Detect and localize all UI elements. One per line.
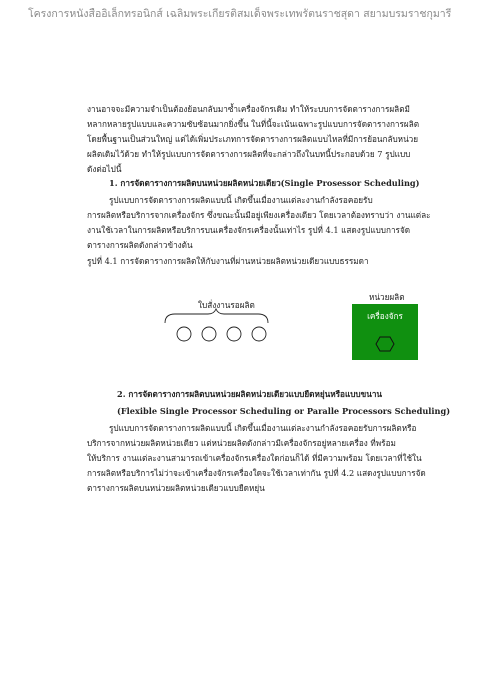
section2-body xyxy=(87,421,453,496)
section1-heading-th: 1. การจัดตารางการผลิตบนหน่วยผลิตหน่วยเดียว xyxy=(109,178,281,188)
text-line: งานอาจจะมีความจำเป็นต้องย้อนกลับมาซ้ำเครื่องจักรเดิม ทำให้ระบบการจัดตารางการผลิตมี xyxy=(87,104,410,114)
queue-label: ใบสั่งงานรอผลิต xyxy=(198,300,255,310)
text-line: การผลิตหรือบริการไม่ว่าจะเข้าเครื่องจักรเครื่องใดจะใช้เวลาเท่ากัน รูปที่ 4.2 แสดงรูปแบบการจัด xyxy=(87,468,426,478)
job-circle xyxy=(177,327,191,341)
text-line: ให้บริการ งานแต่ละงานสามารถเข้าเครื่องจักรเครื่องใดก่อนก็ได้ ที่มีความพร้อม โดยเวลาที่ใช้ใน xyxy=(87,453,422,463)
section1-heading-en: (Single Prosessor Scheduling) xyxy=(280,178,420,188)
figure-caption: รูปที่ 4.1 การจัดตารางการผลิตให้กับงานที่ผ่านหน่วยผลิตหน่วยเดียวแบบธรรมดา xyxy=(87,256,369,266)
machine-box xyxy=(352,304,418,360)
text-line: การผลิตหรือบริการจากเครื่องจักร ซึ่งขณะนั้นมีอยู่เพียงเครื่องเดียว โดยเวลาต้องทราบว่า งานแต่ละ xyxy=(87,210,431,220)
text-line: บริการจากหน่วยผลิตหน่วยเดียว แต่หน่วยผลิตดังกล่าวมีเครื่องจักรอยู่หลายเครื่อง ที่พร้อม xyxy=(87,438,396,448)
queue-brace xyxy=(165,309,268,323)
machine-label: เครื่องจักร xyxy=(367,311,403,321)
job-circle xyxy=(252,327,266,341)
text-line: ตารางการผลิตดังกล่าวข้างต้น xyxy=(87,240,193,250)
text-line: หลากหลายรูปแบบและความซับซ้อนมากยิ่งขึ้น ในที่นี้จะเน้นเฉพาะรูปแบบการจัดตารางการผลิต xyxy=(87,119,420,129)
text-line: โดยพื้นฐานเป็นส่วนใหญ่ แต่ได้เพิ่มประเภทการจัดตารางการผลิตแบบไหลที่มีการย้อนกลับหน่วย xyxy=(87,134,419,144)
hexagon-icon xyxy=(352,304,418,360)
job-circle xyxy=(227,327,241,341)
text-line: งานใช้เวลาในการผลิตหรือบริการบนเครื่องจักรเครื่องนั้นเท่าไร รูปที่ 4.1 แสดงรูปแบบการจัด xyxy=(87,225,411,235)
text-line: ดังต่อไปนี้ xyxy=(87,164,122,174)
job-circle xyxy=(202,327,216,341)
section2-heading: 2. การจัดตารางการผลิตบนหน่วยผลิตหน่วยเดียวแบบยืดหยุ่นหรือแบบขนาน xyxy=(117,389,383,399)
text-line: รูปแบบการจัดตารางการผลิตแบบนี้ เกิดขึ้นเมื่องานแต่ละงานกำลังรอคอยรับการผลิตหรือ xyxy=(109,423,417,433)
text-line: ผลิตเดิมไว้ด้วย ทำให้รูปแบบการจัดตารางการผลิตที่จะกล่าวถึงในบทนี้ประกอบด้วย 7 รูปแบบ xyxy=(87,149,411,159)
page-header: โครงการหนังสืออิเล็กทรอนิกส์ เฉลิมพระเกียรติสมเด็จพระเทพรัตนราชสุดา สยามบรมราชกุมารี xyxy=(28,8,452,20)
text-line: ตารางการผลิตบนหน่วยผลิตหน่วยเดียวแบบยืดหยุ่น xyxy=(87,483,265,493)
text-line: รูปแบบการจัดตารางการผลิตแบบนี้ เกิดขึ้นเมื่องานแต่ละงานกำลังรอคอยรับ xyxy=(109,195,373,205)
unit-label: หน่วยผลิต xyxy=(369,292,405,302)
section2-heading-en: (Flexible Single Processor Scheduling or Paralle Processors Scheduling) xyxy=(117,406,451,416)
